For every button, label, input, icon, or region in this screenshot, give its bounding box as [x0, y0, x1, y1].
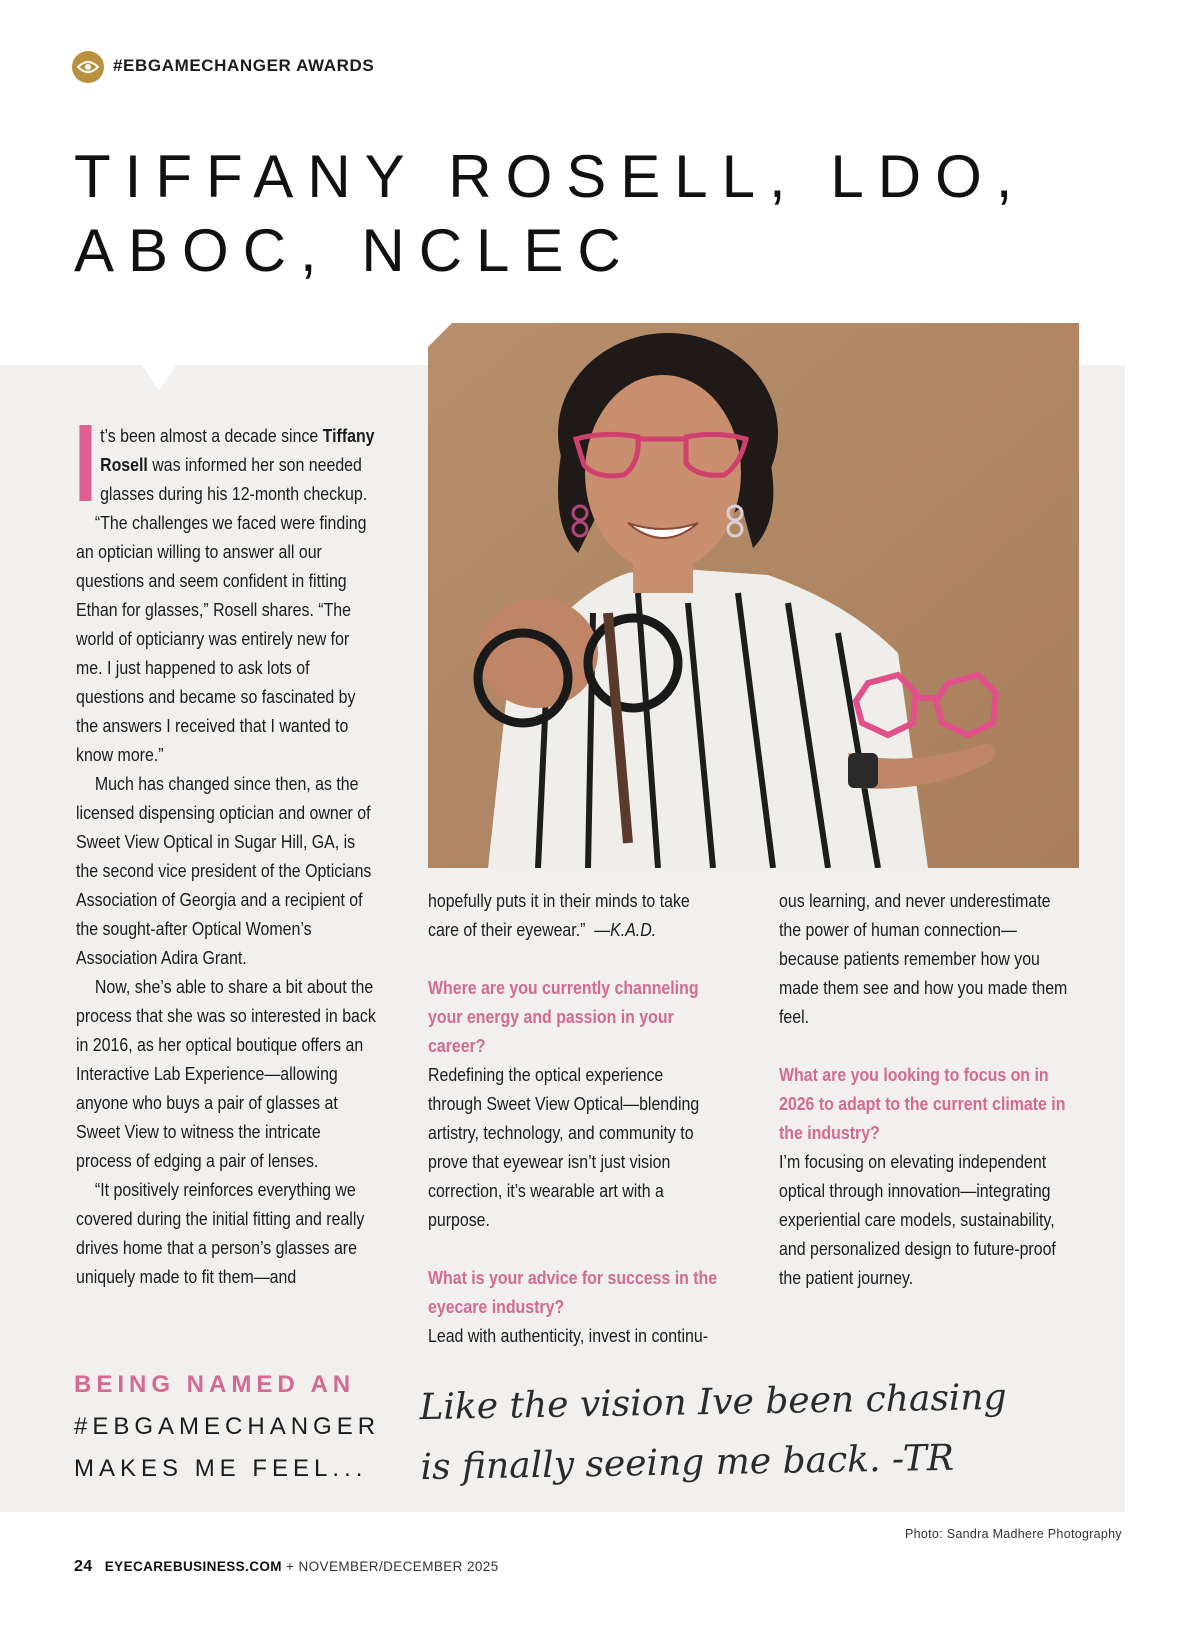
handwritten-line-2: is finally seeing me back. -TR: [420, 1437, 955, 1489]
title-line-2: ABOC, NCLEC: [74, 217, 635, 284]
drop-cap: [79, 425, 91, 501]
section-tag: #EBGAMECHANGER AWARDS: [113, 56, 375, 75]
handwritten-quote: [419, 1366, 1121, 1498]
paragraph: “The challenges we faced were finding an optician willing to answer all our questions and seem confident in fitting Ethan for glasses,” Rosell shares. “The world of opticianry was entirely new for me. I just happened to ask lots of questions and became so fascinated by the answers I received that I wanted to know more.”: [76, 512, 367, 765]
subject-name: Tiffany Rosell: [100, 425, 375, 475]
paragraph: “It positively reinforces everything we covered during the initial fitting and really drives home that a person’s glasses are uniquely made to fit them—and: [76, 1179, 365, 1287]
intro-text-cont: was informed her son needed glasses during his 12-month checkup.: [100, 454, 368, 504]
woman-holding-eyeglasses-photo: [428, 323, 1079, 868]
article-column-2: [428, 886, 720, 1350]
handwritten-line-1: Like the vision Ive been chasing: [419, 1376, 1007, 1429]
article-column-1: [76, 421, 377, 1291]
page-title: [74, 140, 1134, 288]
feel-line-3: MAKES ME FEEL...: [74, 1455, 368, 1482]
paragraph: Much has changed since then, as the licensed dispensing optician and owner of Sweet View Optical in Sugar Hill, GA, is the second vice president of the Opticians Association of Georgia and a recipient of the sought-after Optical Women’s Association Adira Grant.: [76, 773, 372, 968]
question-heading: What is your advice for success in the eyecare industry?: [428, 1267, 718, 1317]
question-heading: Where are you currently channeling your energy and passion in your career?: [428, 977, 699, 1056]
panel-notch: [142, 365, 176, 391]
page-footer: [74, 1558, 499, 1576]
footer-site: EYECAREBUSINESS.COM: [104, 1559, 282, 1574]
title-line-1: TIFFANY ROSELL, LDO,: [74, 143, 1027, 210]
paragraph: Now, she’s able to share a bit about the process that she was so interested in back in 2016, as her optical boutique offers an Interactive Lab Experience—allowing anyone who buys a pair of glasses at Sweet View to witness the intricate process of edging a pair of lenses.: [76, 976, 376, 1171]
answer-text-continued: ous learning, and never underestimate the power of human connection—because patients remember how you made them see and how you made them feel.: [779, 890, 1068, 1027]
answer-text: Lead with authenticity, invest in continu-: [428, 1325, 709, 1346]
feel-line-1: BEING NAMED AN: [74, 1371, 356, 1398]
article-column-3: [779, 886, 1071, 1292]
page-number: 24: [74, 1558, 93, 1575]
answer-text: Redefining the optical experience through Sweet View Optical—blending artistry, technology, and community to prove that eyewear isn’t just vision correction, it’s wearable art with a purpose.: [428, 1064, 700, 1230]
feel-line-2: #EBGAMECHANGER: [74, 1413, 381, 1440]
intro-text: t’s been almost a decade since: [100, 425, 319, 446]
gamechanger-feel-block: [74, 1364, 380, 1490]
question-heading: What are you looking to focus on in 2026 to adapt to the current climate in the industry?: [779, 1064, 1066, 1143]
byline: —K.A.D.: [594, 919, 657, 940]
footer-issue: + NOVEMBER/DECEMBER 2025: [281, 1559, 499, 1574]
photo-credit: Photo: Sandra Madhere Photography: [905, 1527, 1122, 1541]
paragraph-continued: hopefully puts it in their minds to take care of their eyewear.”: [428, 890, 690, 940]
eye-logo-icon: [72, 51, 104, 83]
answer-text: I’m focusing on elevating independent optical through innovation—integrating experiential care models, sustainability, and personalized design to future-proof the patient journey.: [779, 1151, 1056, 1288]
